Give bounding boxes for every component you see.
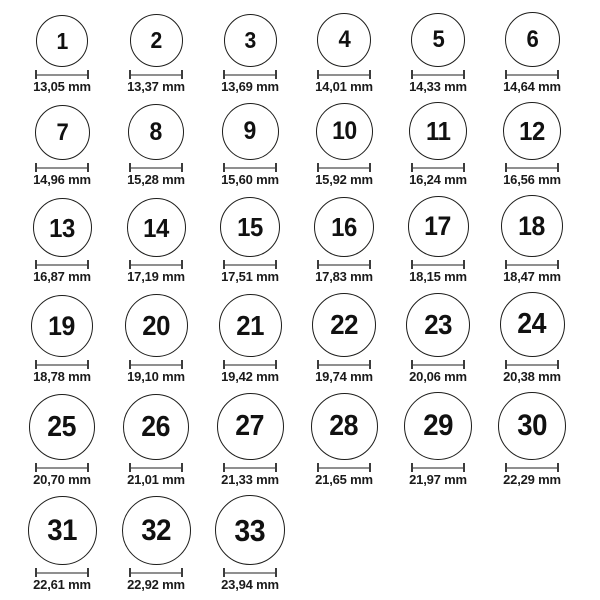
- ring-size-number: 7: [56, 118, 68, 146]
- diameter-measure-line: [35, 463, 89, 472]
- diameter-measure-line: [505, 463, 559, 472]
- ring-circle: [33, 198, 92, 257]
- diameter-label: 15,60 mm: [221, 172, 279, 187]
- ring-circle: [312, 293, 376, 357]
- chart-row: [15, 495, 594, 592]
- ring-circle: [28, 496, 97, 565]
- ring-circle: [408, 196, 469, 257]
- ring-size-number: 33: [234, 512, 266, 548]
- ring-item: [297, 103, 391, 187]
- diameter-label: 14,96 mm: [33, 172, 91, 187]
- diameter-measure-line: [129, 360, 183, 369]
- diameter-label: 15,92 mm: [315, 172, 373, 187]
- diameter-label: 16,24 mm: [409, 172, 467, 187]
- ring-item: [203, 103, 297, 187]
- ring-item: [15, 198, 109, 284]
- diameter-measure-line: [317, 70, 371, 79]
- ring-circle: [128, 104, 184, 160]
- ring-item: [203, 197, 297, 284]
- ring-circle: [311, 393, 378, 460]
- ring-circle: [406, 293, 470, 357]
- ring-item: [485, 102, 579, 187]
- diameter-label: 21,65 mm: [315, 472, 373, 487]
- ring-size-number: 21: [236, 309, 264, 341]
- ring-size-number: 11: [425, 116, 451, 146]
- diameter-measure-line: [317, 463, 371, 472]
- diameter-label: 18,78 mm: [33, 369, 91, 384]
- diameter-label: 17,51 mm: [221, 269, 279, 284]
- ring-item: [109, 496, 203, 592]
- ring-size-number: 12: [519, 116, 545, 146]
- diameter-label: 22,29 mm: [503, 472, 561, 487]
- diameter-measure-line: [129, 163, 183, 172]
- diameter-label: 20,06 mm: [409, 369, 467, 384]
- diameter-measure-line: [223, 163, 277, 172]
- diameter-label: 14,01 mm: [315, 79, 373, 94]
- diameter-label: 17,83 mm: [315, 269, 373, 284]
- diameter-measure-line: [223, 70, 277, 79]
- diameter-measure-line: [35, 70, 89, 79]
- diameter-measure-line: [317, 360, 371, 369]
- ring-circle: [505, 12, 560, 67]
- ring-item: [203, 14, 297, 94]
- diameter-label: 16,56 mm: [503, 172, 561, 187]
- ring-item: [15, 394, 109, 487]
- ring-item: [15, 295, 109, 384]
- ring-item: [391, 102, 485, 187]
- ring-item: [297, 197, 391, 284]
- ring-size-number: 28: [329, 410, 359, 442]
- diameter-measure-line: [129, 463, 183, 472]
- ring-size-number: 20: [142, 309, 170, 341]
- ring-item: [297, 293, 391, 384]
- diameter-measure-line: [505, 360, 559, 369]
- diameter-label: 20,70 mm: [33, 472, 91, 487]
- ring-size-number: 17: [424, 211, 452, 241]
- ring-circle: [314, 197, 374, 257]
- ring-circle: [122, 496, 191, 565]
- ring-item: [203, 294, 297, 384]
- ring-item: [203, 495, 297, 592]
- ring-size-number: 24: [517, 308, 547, 340]
- ring-size-number: 9: [243, 117, 257, 145]
- diameter-measure-line: [35, 163, 89, 172]
- ring-size-number: 26: [141, 410, 171, 443]
- diameter-label: 19,42 mm: [221, 369, 279, 384]
- diameter-measure-line: [411, 70, 465, 79]
- diameter-label: 17,19 mm: [127, 269, 185, 284]
- ring-item: [391, 392, 485, 487]
- ring-item: [15, 496, 109, 592]
- ring-circle: [316, 103, 373, 160]
- ring-circle: [404, 392, 472, 460]
- ring-circle: [222, 103, 279, 160]
- ring-size-number: 18: [518, 210, 546, 241]
- ring-size-number: 4: [338, 26, 350, 53]
- ring-item: [109, 104, 203, 187]
- ring-circle: [503, 102, 561, 160]
- diameter-measure-line: [411, 463, 465, 472]
- diameter-label: 21,97 mm: [409, 472, 467, 487]
- diameter-measure-line: [317, 163, 371, 172]
- ring-circle: [36, 15, 88, 67]
- diameter-label: 19,74 mm: [315, 369, 373, 384]
- ring-item: [15, 105, 109, 187]
- ring-item: [109, 14, 203, 94]
- diameter-label: 20,38 mm: [503, 369, 561, 384]
- ring-size-number: 29: [423, 409, 453, 442]
- ring-size-number: 3: [244, 27, 256, 53]
- diameter-label: 16,87 mm: [33, 269, 91, 284]
- diameter-measure-line: [317, 260, 371, 269]
- ring-item: [297, 13, 391, 94]
- ring-circle: [31, 295, 93, 357]
- ring-item: [109, 394, 203, 487]
- diameter-label: 14,64 mm: [503, 79, 561, 94]
- ring-size-number: 25: [47, 410, 77, 443]
- diameter-measure-line: [223, 260, 277, 269]
- ring-circle: [411, 13, 465, 67]
- ring-circle: [317, 13, 371, 67]
- diameter-measure-line: [129, 260, 183, 269]
- ring-circle: [224, 14, 277, 67]
- ring-size-number: 32: [141, 513, 171, 547]
- chart-row: [15, 102, 594, 187]
- ring-circle: [220, 197, 280, 257]
- diameter-label: 22,92 mm: [127, 577, 185, 592]
- ring-size-number: 22: [330, 309, 358, 340]
- ring-size-number: 2: [150, 27, 162, 53]
- ring-circle: [125, 294, 188, 357]
- ring-circle: [130, 14, 183, 67]
- ring-circle: [35, 105, 90, 160]
- ring-circle: [29, 394, 95, 460]
- diameter-label: 13,05 mm: [33, 79, 91, 94]
- ring-size-number: 6: [526, 25, 538, 53]
- ring-circle: [127, 198, 186, 257]
- ring-item: [15, 15, 109, 94]
- diameter-measure-line: [505, 70, 559, 79]
- ring-item: [109, 198, 203, 284]
- diameter-measure-line: [129, 568, 183, 577]
- diameter-label: 19,10 mm: [127, 369, 185, 384]
- chart-row: [15, 12, 594, 94]
- ring-item: [109, 294, 203, 384]
- diameter-measure-line: [35, 360, 89, 369]
- ring-size-number: 13: [49, 212, 75, 243]
- ring-size-number: 16: [331, 212, 357, 242]
- ring-circle: [498, 392, 566, 460]
- ring-item: [391, 293, 485, 384]
- ring-item: [485, 12, 579, 94]
- diameter-measure-line: [505, 260, 559, 269]
- ring-size-number: 5: [432, 26, 444, 53]
- diameter-label: 18,47 mm: [503, 269, 561, 284]
- ring-size-number: 15: [237, 212, 263, 242]
- ring-circle: [501, 195, 563, 257]
- diameter-label: 13,37 mm: [127, 79, 185, 94]
- diameter-measure-line: [411, 360, 465, 369]
- ring-circle: [215, 495, 285, 565]
- ring-size-number: 27: [235, 410, 265, 442]
- diameter-measure-line: [223, 463, 277, 472]
- diameter-measure-line: [411, 260, 465, 269]
- diameter-label: 13,69 mm: [221, 79, 279, 94]
- ring-circle: [500, 292, 565, 357]
- ring-size-number: 19: [48, 310, 76, 341]
- diameter-label: 15,28 mm: [127, 172, 185, 187]
- diameter-measure-line: [223, 360, 277, 369]
- diameter-measure-line: [129, 70, 183, 79]
- ring-size-number: 10: [331, 117, 357, 145]
- ring-size-number: 1: [56, 27, 68, 54]
- ring-circle: [123, 394, 189, 460]
- ring-size-number: 14: [143, 212, 169, 243]
- diameter-label: 23,94 mm: [221, 577, 279, 592]
- chart-row: [15, 195, 594, 284]
- ring-item: [203, 393, 297, 487]
- diameter-label: 14,33 mm: [409, 79, 467, 94]
- diameter-label: 22,61 mm: [33, 577, 91, 592]
- ring-size-number: 31: [47, 513, 77, 547]
- ring-size-number: 8: [149, 117, 163, 146]
- diameter-measure-line: [505, 163, 559, 172]
- ring-item: [485, 292, 579, 384]
- diameter-label: 18,15 mm: [409, 269, 467, 284]
- diameter-label: 21,33 mm: [221, 472, 279, 487]
- ring-circle: [217, 393, 284, 460]
- ring-circle: [219, 294, 282, 357]
- ring-item: [391, 13, 485, 94]
- ring-item: [391, 196, 485, 284]
- diameter-measure-line: [411, 163, 465, 172]
- ring-item: [485, 195, 579, 284]
- ring-circle: [409, 102, 467, 160]
- chart-row: [15, 292, 594, 384]
- ring-size-number: 30: [517, 409, 547, 442]
- diameter-measure-line: [35, 260, 89, 269]
- ring-item: [485, 392, 579, 487]
- chart-row: [15, 392, 594, 487]
- diameter-measure-line: [223, 568, 277, 577]
- ring-item: [297, 393, 391, 487]
- diameter-label: 21,01 mm: [127, 472, 185, 487]
- diameter-measure-line: [35, 568, 89, 577]
- ring-size-number: 23: [424, 309, 452, 340]
